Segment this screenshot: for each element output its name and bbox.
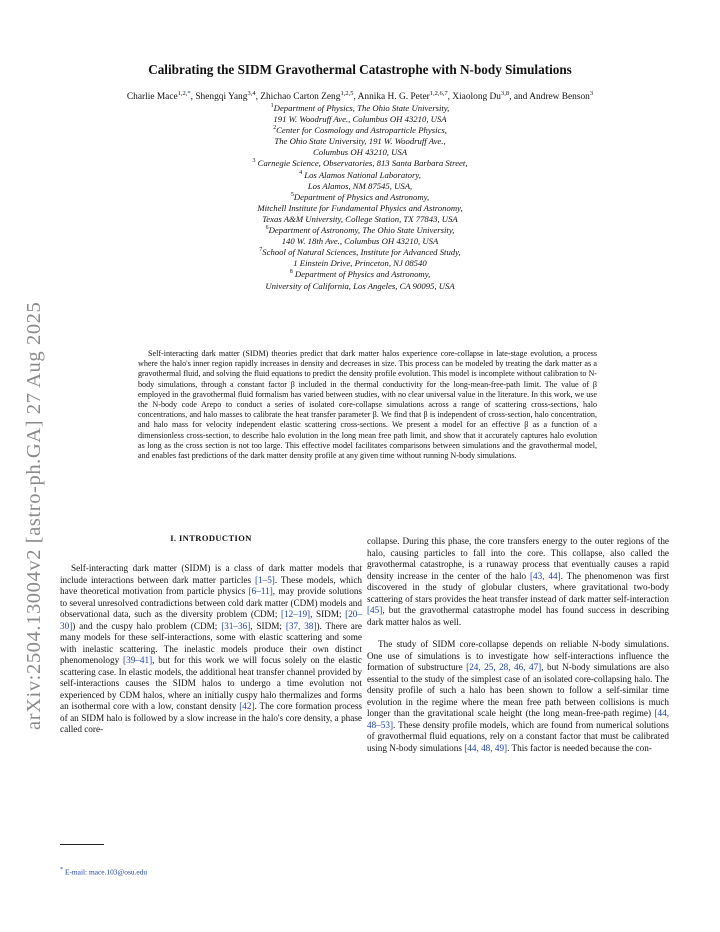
affiliation-text: Department of Astronomy, The Ohio State University, xyxy=(268,225,455,236)
affiliation-text: University of California, Los Angeles, CA 90095, USA xyxy=(265,280,455,291)
arxiv-stamp: arXiv:2504.13004v2 [astro-ph.GA] 27 Aug 2025 xyxy=(23,301,45,730)
affiliation-line xyxy=(110,114,610,125)
citation-link[interactable]: [1–5] xyxy=(254,574,275,585)
intro-paragraph: The study of SIDM core-collapse depends on reliable N-body simulations. One use of simulations is to investigate how self-interactions influence the formation of substructure [24, 25, 28, 46, 47], but N-body simulations are also essential to the study of the simplest case of an isolated core-collapsing halo. The density profile of such a halo has been shown to follow a self-similar time evolution in the regime where the mean free path between collisions is much longer than the gravitational scale height (the long mean-free-path regime) [44, 48–53]. These density profile models, which are found from numerical solutions of gravothermal fluid equations, rely on a constant factor that must be calibrated using N-body simulations [44, 48, 49]. This factor is needed because the con- xyxy=(367,639,669,753)
affiliation-line xyxy=(110,103,610,114)
affiliation-line xyxy=(110,247,610,258)
affiliation-text: Department of Physics, The Ohio State University, xyxy=(273,103,450,113)
author-affiliation-marker: 1,2,5 xyxy=(340,89,354,97)
citation-link[interactable]: [20–30] xyxy=(60,609,362,631)
affiliation-number: 7 xyxy=(259,247,263,254)
affiliation-line xyxy=(110,269,610,280)
footnote-rule xyxy=(60,844,104,845)
author-name: Charlie Mace xyxy=(126,92,178,102)
affiliation-number: 6 xyxy=(265,225,269,232)
citation-link[interactable]: [6–11] xyxy=(248,586,273,596)
affiliation-number: 4 xyxy=(299,169,303,176)
author-name: Xiaolong Du xyxy=(452,92,501,102)
affiliation-text: Center for Cosmology and Astroparticle Physics, xyxy=(276,125,447,136)
affiliation-line xyxy=(110,170,610,181)
affiliation-text: Los Alamos, NM 87545, USA, xyxy=(307,180,413,191)
affiliation-text: 1 Einstein Drive, Princeton, NJ 08540 xyxy=(293,258,427,269)
intro-paragraph: Self-interacting dark matter (SIDM) is a class of dark matter models that include interactions between dark matter particles [1–5]. These models, which have theoretical motivation from particle physics [6–11], may provide solutions to several unresolved contradictions between cold dark matter (CDM) models and observational data, such as the diversity problem (CDM; [12–19], SIDM; [20–30]) and the cuspy halo problem (CDM; [31–36], SIDM; [37, 38]). There are many models for these self-interactions, some with elastic scattering and some with inelastic scattering. The inelastic models produce their own distinct phenomenology [39–41], but for this work we will focus solely on the elastic scattering case. In elastic models, the additional heat transfer channel provided by self-interactions causes the SIDM halos to undergo a time evolution not experienced by CDM halos, where an initially cuspy halo thermalizes and forms an isothermal core with a low, constant density [42]. The core formation process of an SIDM halo is followed by a slow increase in the halo's core density, a phase called core- xyxy=(60,563,363,734)
author-name: Andrew Benson xyxy=(529,92,590,102)
affiliation-line xyxy=(110,203,610,214)
affiliation-line xyxy=(110,181,610,192)
affiliation-number: 3 xyxy=(252,158,256,165)
affiliation-number: 2 xyxy=(273,125,277,132)
citation-link[interactable]: [39–41] xyxy=(123,655,153,665)
footnote-label: E-mail: xyxy=(64,867,89,877)
corresponding-author-marker[interactable]: * xyxy=(187,89,191,97)
affiliation-number: 8 xyxy=(289,269,293,276)
affiliation-text: 191 W. Woodruff Ave., Columbus OH 43210, USA xyxy=(273,114,447,125)
affiliation-number: 1 xyxy=(270,103,274,110)
affiliation-text: School of Natural Sciences, Institute for Advanced Study, xyxy=(262,247,461,258)
author-affiliation-marker: 1,2, xyxy=(177,89,188,97)
abstract: Self-interacting dark matter (SIDM) theories predict that dark matter halos experience core-collapse in late-stage evolution, a process where the halo's inner region rapidly increases in density and decreases in size. This process can be modeled by treating the dark matter as a gravothermal fluid, and solving the fluid equations to predict the density profile evolution. This model is incomplete without calibration to N-body simulations, through a constant factor β included in the thermal conductivity for the long-mean-free-path limit. The value of β employed in the gravothermal fluid formalism has varied between studies, with no clear universal value in the literature. In this work, we use the N-body code Arepo to conduct a series of isolated core-collapse simulations across a range of scattering cross-sections, halo concentrations, and halo masses to calibrate the heat transfer parameter β. We find that β is independent of cross-section, halo concentration, and halo mass for velocity independent elastic scattering cross-sections. We present a model for an effective β as a function of a dimensionless cross-section, to describe halo evolution in the long mean free path limit, and show that it accurately captures halo evolution as long as the cross section is not too large. This effective model facilitates comparisons between simulations and the gravothermal model, and enables fast predictions of the dark matter density profile at any given time without running N-body simulations. xyxy=(138,349,597,461)
affiliation-text: The Ohio State University, 191 W. Woodruff Ave., xyxy=(274,136,446,147)
affiliation-text: Department of Physics and Astronomy, xyxy=(293,191,430,202)
citation-link[interactable]: [42] xyxy=(239,701,255,711)
affiliation-number: 5 xyxy=(290,191,294,198)
affiliation-text: Texas A&M University, College Station, TX 77843, USA xyxy=(262,213,458,224)
citation-link[interactable]: [45] xyxy=(367,605,383,615)
author-affiliation-marker: 3 xyxy=(589,89,594,97)
paper-title: Calibrating the SIDM Gravothermal Catastrophe with N-body Simulations xyxy=(148,62,572,77)
author-name: Annika H. G. Peter xyxy=(357,92,430,102)
footnote-marker: * xyxy=(60,867,64,873)
affiliation-text: Los Alamos National Laboratory, xyxy=(302,169,421,180)
affiliation-line xyxy=(110,147,610,158)
affiliation-text: Columbus OH 43210, USA xyxy=(312,147,408,158)
citation-link[interactable]: [43, 44] xyxy=(529,570,561,581)
affiliation-line xyxy=(110,192,610,203)
affiliation-line xyxy=(110,214,610,225)
author-affiliation-marker: 3,4 xyxy=(247,89,256,97)
affiliation-text: Department of Physics and Astronomy, xyxy=(292,269,431,280)
intro-paragraph: collapse. During this phase, the core transfers energy to the outer regions of the halo, causing particles to fall into the core. This collapse, also called the gravothermal catastrophe, is a runaway process that eventually causes a rapid density increase in the center of the halo [43, 44]. The phenomenon was first discovered in the study of globular clusters, where gravitational two-body scattering of stars provides the heat transfer instead of dark matter self-interaction [45], but the gravothermal catastrophe model has found success in describing dark matter halos as well. xyxy=(367,536,669,627)
affiliation-line xyxy=(110,236,610,247)
author-list: Charlie Mace$^{1,2,*}$, Shengqi Yang$^{3,4}$, Zhichao Carton Zeng$^{1,2,5}$, Annika H. G. Peter$^{1,2,6,7}$, Xiaolong Du$^{3,8}$, and Andrew Benson$^3$ xyxy=(126,89,594,102)
citation-link[interactable]: [44, 48, 49] xyxy=(464,742,508,753)
affiliation-line xyxy=(110,136,610,147)
affiliation-line xyxy=(110,281,610,292)
author-affiliation-marker: 3,8 xyxy=(501,89,510,97)
affiliation-line xyxy=(110,125,610,136)
section-heading: I. INTRODUCTION xyxy=(170,533,252,543)
author-affiliation-marker: 1,2,6,7 xyxy=(429,89,448,97)
author-email-link[interactable]: mace.103@osu.edu xyxy=(88,867,148,877)
intro-right-column xyxy=(367,536,669,754)
affiliation-line xyxy=(110,225,610,236)
citation-link[interactable]: [24, 25, 28, 46, 47] xyxy=(466,662,542,672)
citation-link[interactable]: [12–19] xyxy=(281,609,311,619)
intro-left-column xyxy=(60,563,362,736)
affiliation-text: Mitchell Institute for Fundamental Physics and Astronomy, xyxy=(257,202,463,213)
footnote xyxy=(60,866,147,876)
affiliation-line xyxy=(110,158,610,169)
citation-link[interactable]: [44, 48–53] xyxy=(367,708,669,730)
author-name: Zhichao Carton Zeng xyxy=(260,92,341,102)
affiliation-line xyxy=(110,258,610,269)
affiliation-text: Carnegie Science, Observatories, 813 Santa Barbara Street, xyxy=(255,158,468,169)
affiliation-text: 140 W. 18th Ave., Columbus OH 43210, USA xyxy=(281,236,439,247)
citation-link[interactable]: [31–36] xyxy=(221,620,251,631)
affiliation-list xyxy=(110,103,610,292)
citation-link[interactable]: [37, 38] xyxy=(285,620,317,631)
author-name: Shengqi Yang xyxy=(195,92,248,102)
